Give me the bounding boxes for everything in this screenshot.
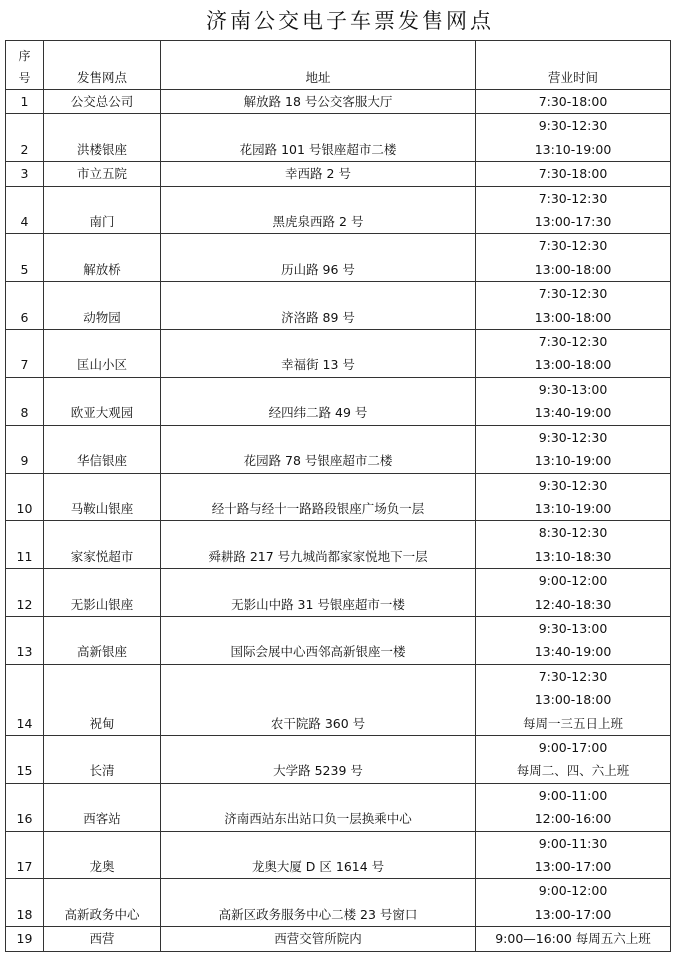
outlet-name: 欧亚大观园 (44, 377, 161, 425)
row-index: 5 (6, 234, 44, 282)
header-index-line1: 序 (18, 49, 31, 63)
hours-line: 9:30-12:30 (538, 477, 608, 493)
outlet-name: 匡山小区 (44, 330, 161, 378)
row-index: 10 (6, 473, 44, 521)
outlet-name: 长清 (44, 735, 161, 783)
outlet-name: 市立五院 (44, 162, 161, 186)
row-index: 2 (6, 114, 44, 162)
hours-line: 9:00-12:00 (538, 883, 608, 899)
table-row (6, 521, 671, 569)
hours-line: 9:00-12:00 (538, 573, 608, 589)
table-row (6, 162, 671, 186)
hours-line: 7:30-12:30 (538, 668, 608, 684)
business-hours (476, 425, 671, 473)
row-index: 15 (6, 735, 44, 783)
outlet-address: 无影山中路 31 号银座超市一楼 (161, 569, 476, 617)
page-title: 济南公交电子车票发售网点 (206, 9, 494, 33)
outlet-name: 公交总公司 (44, 90, 161, 114)
table-header (6, 41, 671, 90)
hours-line: 9:30-13:00 (538, 381, 608, 397)
hours-line: 13:40-19:00 (534, 644, 612, 660)
row-index: 4 (6, 186, 44, 234)
hours-line: 每周一三五日上班 (522, 715, 623, 731)
business-hours (476, 879, 671, 927)
outlet-address: 农干院路 360 号 (161, 664, 476, 735)
hours-line: 7:30-12:30 (538, 238, 608, 254)
table-row (6, 783, 671, 831)
table-row (6, 735, 671, 783)
row-index: 16 (6, 783, 44, 831)
business-hours (476, 927, 671, 951)
hours-line: 13:00-18:00 (534, 357, 612, 373)
table-row (6, 234, 671, 282)
row-index: 13 (6, 616, 44, 664)
table-row (6, 616, 671, 664)
business-hours (476, 521, 671, 569)
outlet-address: 舜耕路 217 号九城尚都家家悦地下一层 (161, 521, 476, 569)
row-index: 1 (6, 90, 44, 114)
outlet-address: 济洛路 89 号 (161, 282, 476, 330)
table-row (6, 282, 671, 330)
table-row (6, 927, 671, 951)
business-hours (476, 377, 671, 425)
outlet-address: 幸西路 2 号 (161, 162, 476, 186)
business-hours (476, 282, 671, 330)
outlet-name: 动物园 (44, 282, 161, 330)
header-row (6, 41, 671, 90)
header-hours: 营业时间 (476, 41, 671, 90)
outlet-name: 马鞍山银座 (44, 473, 161, 521)
business-hours (476, 735, 671, 783)
row-index: 14 (6, 664, 44, 735)
outlet-name: 解放桥 (44, 234, 161, 282)
row-index: 6 (6, 282, 44, 330)
table-row (6, 186, 671, 234)
business-hours (476, 473, 671, 521)
business-hours (476, 162, 671, 186)
business-hours (476, 114, 671, 162)
outlet-address: 解放路 18 号公交客服大厅 (161, 90, 476, 114)
hours-line: 9:30-12:30 (538, 118, 608, 134)
hours-line: 7:30-12:30 (538, 190, 608, 206)
row-index: 17 (6, 831, 44, 879)
hours-line: 13:00-17:00 (534, 906, 612, 922)
business-hours (476, 234, 671, 282)
outlet-name: 华信银座 (44, 425, 161, 473)
outlet-name: 洪楼银座 (44, 114, 161, 162)
hours-line: 13:00-17:00 (534, 859, 612, 874)
hours-line: 每周二、四、六上班 (516, 763, 630, 779)
business-hours (476, 330, 671, 378)
row-index: 11 (6, 521, 44, 569)
outlet-address: 经四纬二路 49 号 (161, 377, 476, 425)
outlet-name: 南门 (44, 186, 161, 234)
outlet-name: 西营 (44, 927, 161, 951)
outlet-address: 济南西站东出站口负一层换乘中心 (161, 783, 476, 831)
row-index: 7 (6, 330, 44, 378)
hours-line: 7:30-18:00 (538, 94, 608, 109)
hours-line: 9:00-11:30 (538, 835, 608, 851)
business-hours (476, 90, 671, 114)
hours-line: 13:40-19:00 (534, 405, 612, 421)
hours-line: 8:30-12:30 (538, 525, 608, 541)
hours-line: 9:00-11:00 (538, 787, 608, 803)
table-body (6, 90, 671, 952)
outlet-address: 黑虎泉西路 2 号 (161, 186, 476, 234)
outlet-name: 无影山银座 (44, 569, 161, 617)
outlet-address: 高新区政务服务中心二楼 23 号窗口 (161, 879, 476, 927)
header-index-line2: 号 (18, 71, 31, 85)
hours-line: 9:00—16:00 每周五六上班 (495, 931, 651, 947)
header-address: 地址 (161, 41, 476, 90)
header-outlet: 发售网点 (44, 41, 161, 90)
row-index: 8 (6, 377, 44, 425)
table-row (6, 831, 671, 879)
hours-line: 13:10-19:00 (534, 500, 612, 516)
outlet-address: 经十路与经十一路路段银座广场负一层 (161, 473, 476, 521)
hours-line: 12:40-18:30 (534, 596, 612, 612)
outlet-table (5, 40, 671, 952)
table-row (6, 377, 671, 425)
outlet-address: 花园路 78 号银座超市二楼 (161, 425, 476, 473)
business-hours (476, 186, 671, 234)
outlet-name: 西客站 (44, 783, 161, 831)
row-index: 18 (6, 879, 44, 927)
table-row (6, 114, 671, 162)
hours-line: 7:30-12:30 (538, 334, 608, 350)
hours-line: 13:00-17:30 (534, 214, 612, 230)
outlet-address: 大学路 5239 号 (161, 735, 476, 783)
hours-line: 13:10-19:00 (534, 141, 612, 157)
outlet-address: 历山路 96 号 (161, 234, 476, 282)
outlet-address: 龙奥大厦 D 区 1614 号 (161, 831, 476, 879)
business-hours (476, 831, 671, 879)
outlet-address: 幸福街 13 号 (161, 330, 476, 378)
table-row (6, 664, 671, 735)
hours-line: 13:10-18:30 (534, 548, 612, 564)
table-row (6, 473, 671, 521)
outlet-name: 家家悦超市 (44, 521, 161, 569)
row-index: 19 (6, 927, 44, 951)
business-hours (476, 616, 671, 664)
hours-line: 7:30-18:00 (538, 166, 608, 182)
hours-line: 12:00-16:00 (534, 811, 612, 827)
outlet-name: 祝甸 (44, 664, 161, 735)
hours-line: 13:10-19:00 (534, 453, 612, 469)
row-index: 12 (6, 569, 44, 617)
outlet-name: 龙奥 (44, 831, 161, 879)
table-row (6, 330, 671, 378)
table-row (6, 569, 671, 617)
row-index: 3 (6, 162, 44, 186)
business-hours (476, 569, 671, 617)
table-row (6, 90, 671, 114)
hours-line: 9:30-12:30 (538, 429, 608, 445)
business-hours (476, 783, 671, 831)
table-row (6, 879, 671, 927)
outlet-address: 花园路 101 号银座超市二楼 (161, 114, 476, 162)
hours-line: 7:30-12:30 (538, 286, 608, 302)
hours-line: 13:00-18:00 (534, 261, 612, 277)
hours-line: 9:30-13:00 (538, 620, 608, 636)
header-index (6, 41, 44, 90)
table-row (6, 425, 671, 473)
hours-line: 9:00-17:00 (538, 739, 608, 755)
outlet-name: 高新政务中心 (44, 879, 161, 927)
hours-line: 13:00-18:00 (534, 692, 612, 708)
outlet-address: 国际会展中心西邻高新银座一楼 (161, 616, 476, 664)
business-hours (476, 664, 671, 735)
row-index: 9 (6, 425, 44, 473)
hours-line: 13:00-18:00 (534, 309, 612, 325)
outlet-name: 高新银座 (44, 616, 161, 664)
outlet-address: 西营交管所院内 (161, 927, 476, 951)
